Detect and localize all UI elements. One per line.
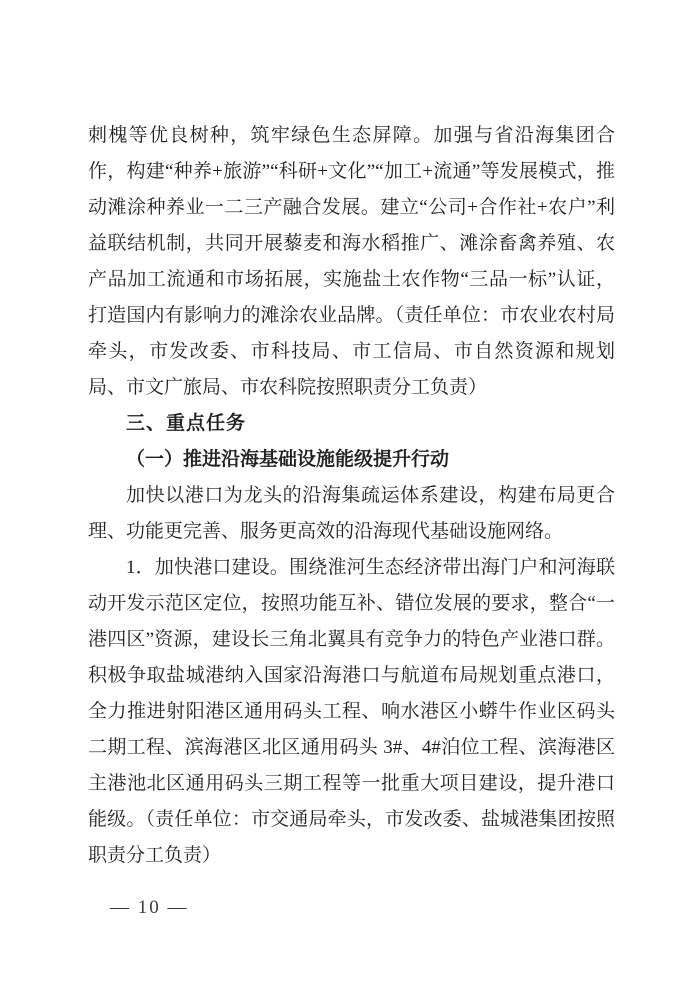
document-content [88, 118, 615, 874]
paragraph: 1．加快港口建设。围绕淮河生态经济带出海门户和河海联动开发示范区定位，按照功能互补、错位发展的要求，整合“一港四区”资源，建设长三角北翼具有竞争力的特色产业港口群。积极争取盐城港纳入国家沿海港口与航道布局规划重点港口，全力推进射阳港区通用码头工程、响水港区小蟒牛作业区码头二期工程、滨海港区北区通用码头 3#、4#泊位工程、滨海港区主港池北区通用码头三期工程等一批重大项目建设，提升港口能级。（责任单位：市交通局牵头，市发改委、盐城港集团按照职责分工负责） [88, 557, 615, 866]
page-footer [110, 896, 189, 920]
paragraph-continued: 刺槐等优良树种，筑牢绿色生态屏障。加强与省沿海集团合作，构建“种养+旅游”“科研+文化”“加工+流通”等发展模式，推动滩涂种养业一二三产融合发展。建立“公司+合作社+农户”利益联结机制，共同开展藜麦和海水稻推广、滩涂畜禽养殖、农产品加工流通和市场拓展，实施盐土农作物“三品一标”认证，打造国内有影响力的滩涂农业品牌。（责任单位：市农业农村局牵头，市发改委、市科技局、市工信局、市自然资源和规划局、市文广旅局、市农科院按照职责分工负责） [88, 125, 615, 398]
page-number: — 10 — [110, 897, 189, 918]
section-heading: 三、重点任务 [126, 413, 247, 434]
subsection-heading: （一）推进沿海基础设施能级提升行动 [126, 449, 450, 470]
paragraph: 加快以港口为龙头的沿海集疏运体系建设，构建布局更合理、功能更完善、服务更高效的沿海现代基础设施网络。 [88, 485, 615, 542]
